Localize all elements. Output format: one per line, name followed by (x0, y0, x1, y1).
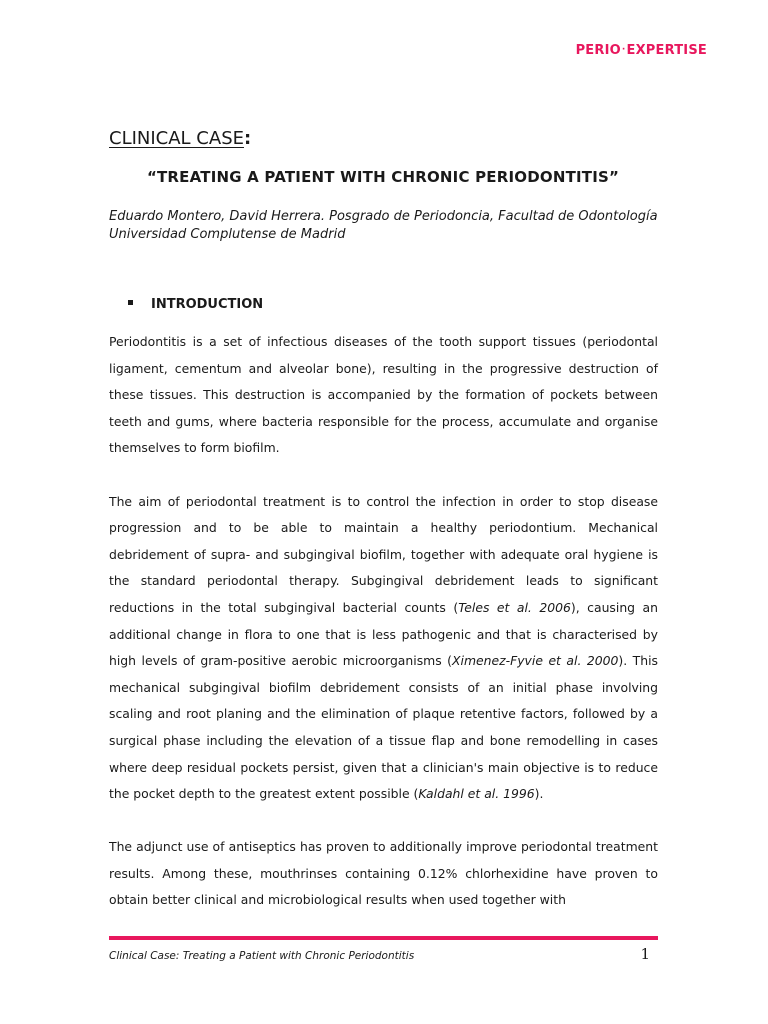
paragraph-2-part-d: ). (534, 786, 544, 802)
paragraph-2-part-c: ). This mechanical subgingival biofilm debridement consists of an initial phase involving scaling and root planing and the elimination of plaque retentive factors, followed by a surgical phase including the elevation of a tissue flap and bone remodelling in cases where deep residual pockets persist, given that a clinician's main objective is to reduce the pocket depth to the greatest extent possible ( (109, 653, 659, 802)
page-title (109, 128, 251, 149)
section-heading (128, 297, 263, 312)
reference-kaldahl: Kaldahl et al. 1996 (418, 786, 535, 802)
reference-ximenez: Ximenez-Fyvie et al. 2000 (452, 653, 619, 669)
footer-divider (109, 936, 658, 940)
page-title-label: CLINICAL CASE (109, 128, 244, 149)
authors-line-1: Eduardo Montero, David Herrera. Posgrado de Periodoncia, Facultad de Odontología (109, 209, 658, 224)
authors-line-2: Universidad Complutense de Madrid (109, 227, 346, 242)
body-text (109, 329, 658, 914)
brand-logo (576, 43, 707, 58)
page-number: 1 (640, 945, 650, 963)
paragraph-2-part-a: The aim of periodontal treatment is to control the infection in order to stop disease progression and to be able to maintain a healthy periodontium. Mechanical debridement of supra- and subgingival biofilm, together with adequate oral hygiene is the standard periodontal therapy. Subgingival debridement leads to significant reductions in the total subgingival bacterial counts ( (109, 493, 658, 615)
logo-text-expertise: EXPERTISE (626, 43, 707, 58)
page-title-colon: : (244, 128, 252, 149)
footer-running-title: Clinical Case: Treating a Patient with Chronic Periodontitis (109, 950, 415, 962)
reference-teles: Teles et al. 2006 (458, 599, 571, 615)
case-subtitle: “TREATING A PATIENT WITH CHRONIC PERIODONTITIS” (146, 168, 620, 186)
paragraph-3: The adjunct use of antiseptics has proven to additionally improve periodontal treatment results. Among these, mouthrinses containing 0.12% chlorhexidine have proven to obtain better clinical and microbiological results when used together with (109, 839, 658, 908)
paragraph-1: Periodontitis is a set of infectious diseases of the tooth support tissues (periodontal ligament, cementum and alveolar bone), resulting in the progressive destruction of these tissues. This destruction is accompanied by the formation of pockets between teeth and gums, where bacteria responsible for the process, accumulate and organise themselves to form biofilm. (109, 334, 658, 456)
paragraph-2 (109, 489, 658, 808)
logo-dot: · (621, 45, 626, 55)
paragraph-2-part-b: ), causing an additional change in flora to one that is less pathogenic and that is characterised by high levels of gram-positive aerobic microorganisms ( (109, 599, 658, 669)
section-heading-label: INTRODUCTION (151, 297, 264, 312)
logo-text-perio: PERIO (575, 43, 621, 58)
authors-block (109, 208, 669, 244)
bullet-icon (128, 300, 133, 305)
